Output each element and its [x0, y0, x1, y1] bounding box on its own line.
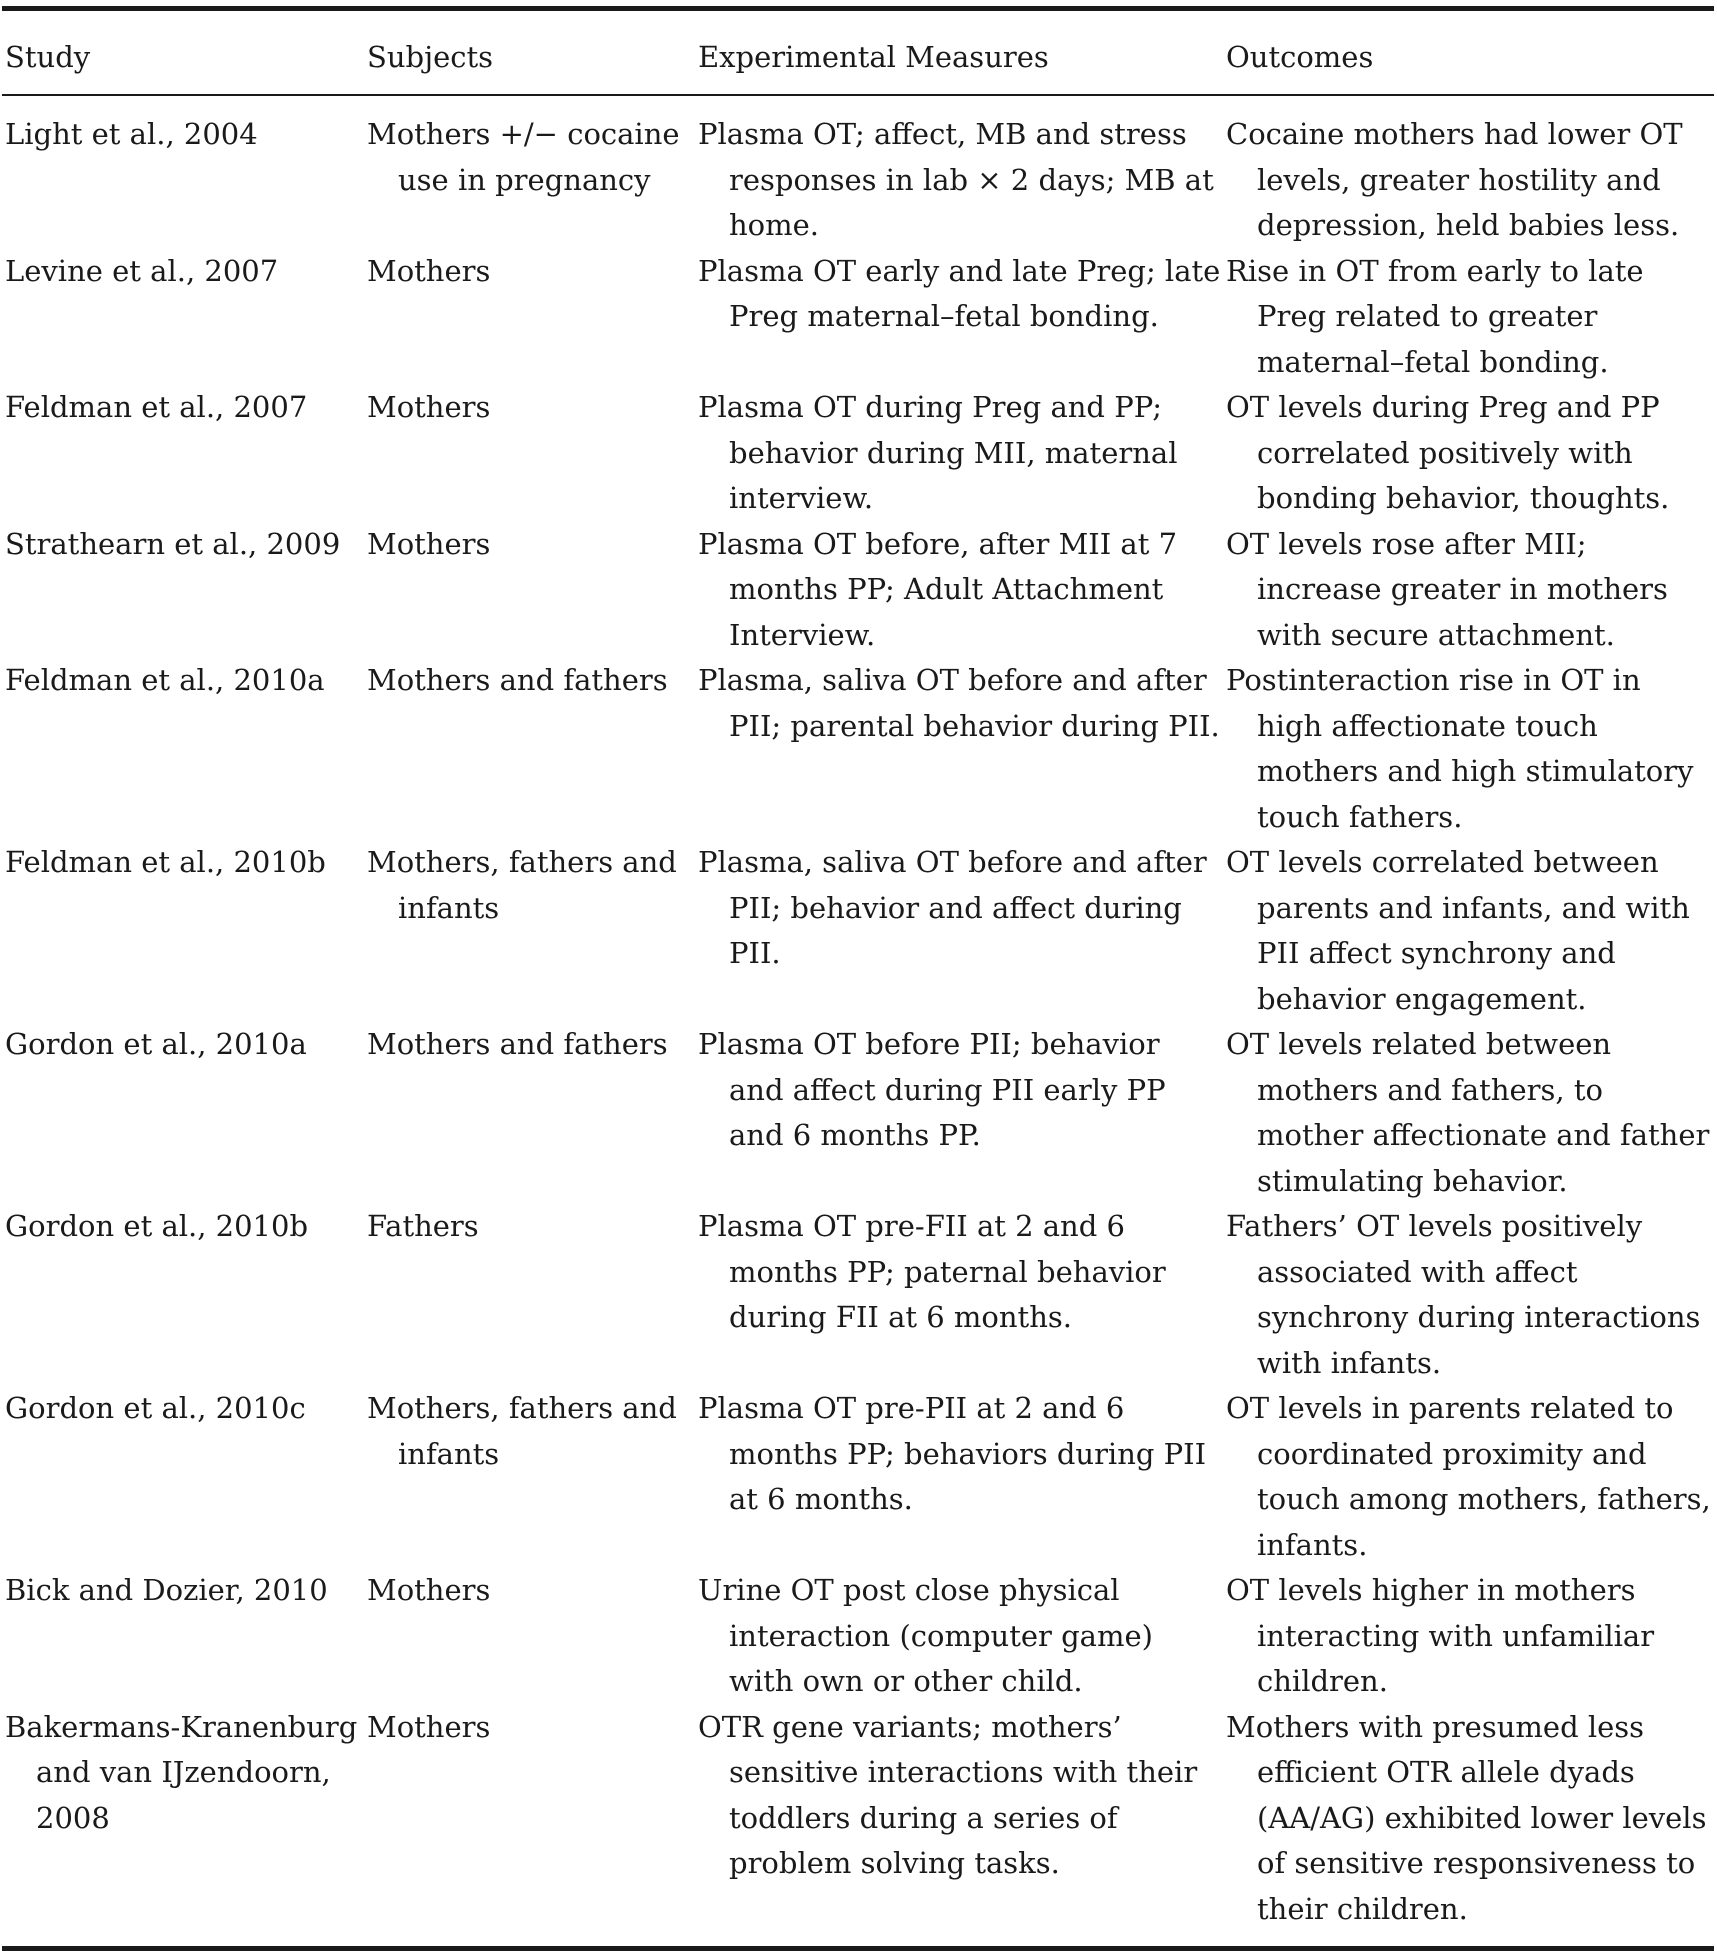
cell-outcomes: OT levels rose after MII; increase greater in mothers with secure attachment.: [1226, 526, 1668, 652]
header-study: Study: [5, 40, 91, 74]
table-row: [2, 1386, 1714, 1568]
cell-outcomes: OT levels in parents related to coordinated proximity and touch among mothers, fathers, infants.: [1226, 1391, 1711, 1562]
table-row: [2, 522, 1714, 659]
cell-outcomes: Fathers’ OT levels positively associated with affect synchrony during interactions with infants.: [1226, 1209, 1701, 1380]
table-row: [2, 1705, 1714, 1949]
cell-study: Gordon et al., 2010c: [5, 1391, 306, 1425]
cell-subjects: Mothers and fathers: [367, 663, 668, 697]
cell-measures: OTR gene variants; mothers’ sensitive interactions with their toddlers during a series of problem solving tasks.: [698, 1709, 1198, 1880]
table-body: [2, 95, 1714, 1949]
cell-study: Feldman et al., 2010b: [5, 845, 326, 879]
cell-study: Strathearn et al., 2009: [5, 526, 341, 561]
cell-outcomes: Mothers with presumed less efficient OTR allele dyads (AA/AG) exhibited lower levels of sensitive responsiveness to their children.: [1226, 1709, 1707, 1926]
cell-outcomes: OT levels higher in mothers interacting with unfamiliar children.: [1226, 1573, 1655, 1698]
cell-outcomes: OT levels during Preg and PP correlated positively with bonding behavior, thoughts.: [1226, 390, 1670, 515]
table-row: [2, 249, 1714, 386]
cell-subjects: Mothers, fathers and infants: [367, 845, 677, 925]
cell-measures: Plasma, saliva OT before and after PII; behavior and affect during PII.: [698, 845, 1207, 970]
cell-outcomes: Rise in OT from early to late Preg related to greater maternal–fetal bonding.: [1226, 253, 1644, 379]
header-measures: Experimental Measures: [698, 40, 1049, 74]
cell-study: Gordon et al., 2010b: [5, 1209, 309, 1243]
cell-subjects: Mothers +/− cocaine use in pregnancy: [367, 117, 680, 197]
table-header: [2, 9, 1714, 96]
cell-study: Feldman et al., 2007: [5, 390, 308, 424]
table-row: [2, 95, 1714, 249]
cell-subjects: Mothers and fathers: [367, 1027, 668, 1061]
table-row: [2, 1568, 1714, 1705]
cell-measures: Plasma, saliva OT before and after PII; parental behavior during PII.: [698, 663, 1220, 743]
cell-measures: Plasma OT during Preg and PP; behavior during MII, maternal interview.: [698, 390, 1178, 515]
header-outcomes: Outcomes: [1226, 40, 1374, 74]
cell-measures: Plasma OT before PII; behavior and affect during PII early PP and 6 months PP.: [698, 1027, 1166, 1152]
cell-measures: Plasma OT early and late Preg; late Preg maternal–fetal bonding.: [698, 253, 1221, 333]
table-row: [2, 840, 1714, 1022]
cell-study: Light et al., 2004: [5, 117, 258, 151]
table-row: [2, 1022, 1714, 1204]
table-row: [2, 658, 1714, 840]
cell-measures: Plasma OT before, after MII at 7 months PP; Adult Attachment Interview.: [698, 526, 1178, 652]
cell-measures: Plasma OT pre-PII at 2 and 6 months PP; behaviors during PII at 6 months.: [698, 1391, 1207, 1516]
cell-outcomes: Postinteraction rise in OT in high affectionate touch mothers and high stimulatory touch fathers.: [1226, 663, 1694, 834]
table-row: [2, 1204, 1714, 1386]
header-row: [2, 9, 1714, 96]
studies-table: [2, 6, 1714, 1951]
cell-outcomes: OT levels related between mothers and fathers, to mother affectionate and father stimulating behavior.: [1226, 1027, 1710, 1198]
cell-subjects: Mothers: [367, 1709, 491, 1744]
cell-subjects: Mothers: [367, 1573, 491, 1607]
cell-measures: Urine OT post close physical interaction (computer game) with own or other child.: [698, 1573, 1153, 1698]
cell-study: Bick and Dozier, 2010: [5, 1573, 328, 1607]
cell-measures: Plasma OT; affect, MB and stress responses in lab × 2 days; MB at home.: [698, 117, 1214, 242]
cell-measures: Plasma OT pre-FII at 2 and 6 months PP; paternal behavior during FII at 6 months.: [698, 1209, 1166, 1334]
cell-outcomes: OT levels correlated between parents and infants, and with PII affect synchrony and behavior engagement.: [1226, 845, 1690, 1016]
cell-study: Bakermans-Kranenburg and van IJzendoorn, 2008: [5, 1709, 358, 1835]
table-row: [2, 385, 1714, 522]
cell-outcomes: Cocaine mothers had lower OT levels, greater hostility and depression, held babies less.: [1226, 117, 1683, 242]
header-subjects: Subjects: [367, 40, 494, 74]
cell-subjects: Mothers, fathers and infants: [367, 1391, 677, 1471]
cell-subjects: Mothers: [367, 526, 491, 561]
cell-subjects: Mothers: [367, 390, 491, 424]
cell-subjects: Fathers: [367, 1209, 479, 1243]
cell-study: Feldman et al., 2010a: [5, 663, 325, 697]
cell-study: Gordon et al., 2010a: [5, 1027, 307, 1061]
cell-subjects: Mothers: [367, 253, 491, 288]
cell-study: Levine et al., 2007: [5, 253, 279, 288]
